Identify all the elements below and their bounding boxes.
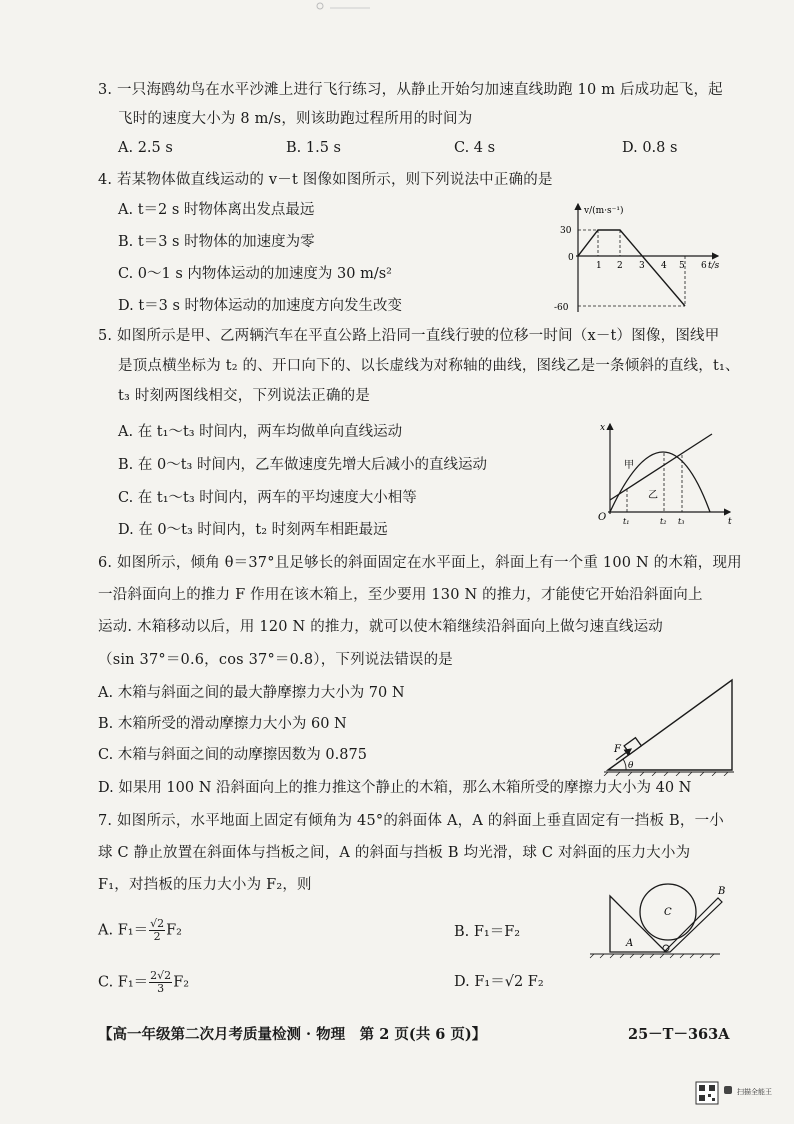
q6-angle-label: θ — [628, 761, 634, 771]
q7-option-a-fraction — [149, 918, 165, 943]
q6-stem-line4: （sin 37°＝0.6，cos 37°＝0.8），下列说法错误的是 — [98, 652, 453, 668]
q5-option-d: D. 在 0～t₃ 时间内，t₂ 时刻两车相距最远 — [118, 522, 388, 538]
top-scan-marks — [300, 0, 420, 14]
q3-option-a: A. 2.5 s — [118, 140, 173, 156]
q5-stem-line2: 是顶点横坐标为 t₂ 的、开口向下的、以长虚线为对称轴的曲线，图线乙是一条倾斜的直线，t₁、 — [118, 358, 740, 374]
q7-option-a-numerator: √2 — [150, 917, 165, 930]
q7-option-a-prefix: A. F₁＝ — [98, 922, 149, 939]
q7-stem-line2: 球 C 静止放置在斜面体与挡板之间，A 的斜面与挡板 B 均光滑，球 C 对斜面的压力大小为 — [98, 845, 691, 861]
q5-option-c: C. 在 t₁～t₃ 时间内，两车的平均速度大小相等 — [118, 490, 417, 506]
q5-origin: O — [598, 512, 607, 523]
q4-option-c: C. 0～1 s 内物体运动的加速度为 30 m/s² — [118, 266, 392, 282]
q4-option-a: A. t＝2 s 时物体离出发点最远 — [118, 202, 315, 218]
q7-option-a — [98, 918, 182, 943]
q5-xtick-t1: t₁ — [623, 517, 630, 526]
q6-force-label: F — [614, 744, 621, 755]
q7-wedge-a — [610, 896, 666, 952]
q7-option-a-denominator: 2 — [153, 930, 161, 943]
q7-option-c-fraction — [149, 970, 172, 995]
q4-xtick-5: 5 — [679, 261, 685, 271]
q6-option-b: B. 木箱所受的滑动摩擦力大小为 60 N — [98, 716, 347, 732]
q3-option-b: B. 1.5 s — [286, 140, 341, 156]
q5-xtick-t3: t₃ — [678, 517, 685, 526]
q5-xtick-t2: t₂ — [660, 517, 667, 526]
q7-stem-line3: F₁，对挡板的压力大小为 F₂，则 — [98, 877, 312, 893]
q4-ylabel: v/(m·s⁻¹) — [584, 206, 624, 216]
q4-option-d: D. t＝3 s 时物体运动的加速度方向发生改变 — [118, 298, 403, 314]
q4-xtick-4: 4 — [661, 261, 667, 271]
page-footer: 【高一年级第二次月考质量检测 · 物理 第 2 页(共 6 页)】 — [98, 1026, 487, 1043]
q5-option-a: A. 在 t₁～t₃ 时间内，两车均做单向直线运动 — [118, 424, 403, 440]
q6-stem-line1: 6. 如图所示，倾角 θ＝37°且足够长的斜面固定在水平面上，斜面上有一个重 100 N 的木箱，现用 — [98, 555, 742, 571]
q4-stem: 4. 若某物体做直线运动的 v－t 图像如图所示，则下列说法中正确的是 — [98, 172, 553, 188]
q4-vt-line — [578, 230, 685, 306]
q5-curve-jia-label: 甲 — [624, 460, 634, 471]
q5-stem-line1: 5. 如图所示是甲、乙两辆汽车在平直公路上沿同一直线行驶的位移一时间（x－t）图像，图线甲 — [98, 328, 720, 344]
q7-label-a: A — [626, 938, 634, 949]
q7-option-c — [98, 970, 189, 995]
q3-stem-line1: 3. 一只海鸥幼鸟在水平沙滩上进行飞行练习，从静止开始匀加速直线助跑 10 m 后成功起飞，起 — [98, 82, 723, 98]
q4-xlabel: t/s — [708, 261, 720, 271]
q4-ytick-30: 30 — [560, 226, 572, 236]
q6-incline — [608, 680, 732, 770]
watermark-text: 扫描全能王 — [737, 1088, 772, 1096]
q7-option-a-suffix: F₂ — [166, 922, 182, 939]
q7-stem-line1: 7. 如图所示，水平地面上固定有倾角为 45°的斜面体 A，A 的斜面上垂直固定有一挡板 B，一小 — [98, 813, 724, 829]
q6-option-d: D. 如果用 100 N 沿斜面向上的推力推这个静止的木箱，那么木箱所受的摩擦力大小为 40 N — [98, 780, 692, 796]
q4-option-b: B. t＝3 s 时物体的加速度为零 — [118, 234, 315, 250]
q3-stem-line2: 飞时的速度大小为 8 m/s，则该助跑过程所用的时间为 — [118, 111, 473, 127]
q5-xlabel: t — [728, 517, 732, 527]
q4-ytick-0: 0 — [568, 253, 574, 263]
q4-xtick-2: 2 — [617, 261, 623, 271]
q7-option-c-numerator: 2√2 — [150, 969, 172, 982]
q6-stem-line2: 一沿斜面向上的推力 F 作用在该木箱上，至少要用 130 N 的推力，才能使它开始沿斜面向上 — [98, 587, 703, 603]
q6-stem-line3: 运动. 木箱移动以后，用 120 N 的推力，就可以使木箱继续沿斜面向上做匀速直线运动 — [98, 619, 664, 635]
q7-label-b: B — [718, 886, 726, 897]
q7-option-c-suffix: F₂ — [173, 974, 190, 991]
q7-ball-figure — [586, 880, 726, 960]
exam-code: 25－T－363A — [628, 1026, 730, 1043]
q6-angle-arc — [623, 759, 626, 770]
q4-ytick-neg60: -60 — [554, 303, 569, 313]
q5-stem-line3: t₃ 时刻两图线相交，下列说法正确的是 — [118, 388, 371, 404]
q7-option-c-denominator: 3 — [157, 982, 165, 995]
q5-option-b: B. 在 0～t₃ 时间内，乙车做速度先增大后减小的直线运动 — [118, 457, 487, 473]
q4-xtick-6: 6 — [701, 261, 707, 271]
q7-label-c: C — [664, 907, 672, 918]
q5-ylabel: x — [600, 423, 606, 433]
q6-incline-figure — [600, 676, 736, 776]
q4-xtick-1: 1 — [596, 261, 602, 271]
q6-option-a: A. 木箱与斜面之间的最大静摩擦力大小为 70 N — [98, 685, 405, 701]
q5-xt-graph — [590, 420, 740, 530]
q3-option-d: D. 0.8 s — [622, 140, 678, 156]
q7-option-b: B. F₁＝F₂ — [454, 924, 521, 940]
q4-xtick-3: 3 — [639, 261, 645, 271]
q5-line-yi-label: 乙 — [648, 490, 658, 501]
q7-option-d: D. F₁＝√2 F₂ — [454, 974, 544, 990]
q4-vt-graph — [548, 200, 728, 316]
q7-option-c-prefix: C. F₁＝ — [98, 974, 149, 991]
q3-option-c: C. 4 s — [454, 140, 496, 156]
q6-option-c: C. 木箱与斜面之间的动摩擦因数为 0.875 — [98, 747, 367, 763]
